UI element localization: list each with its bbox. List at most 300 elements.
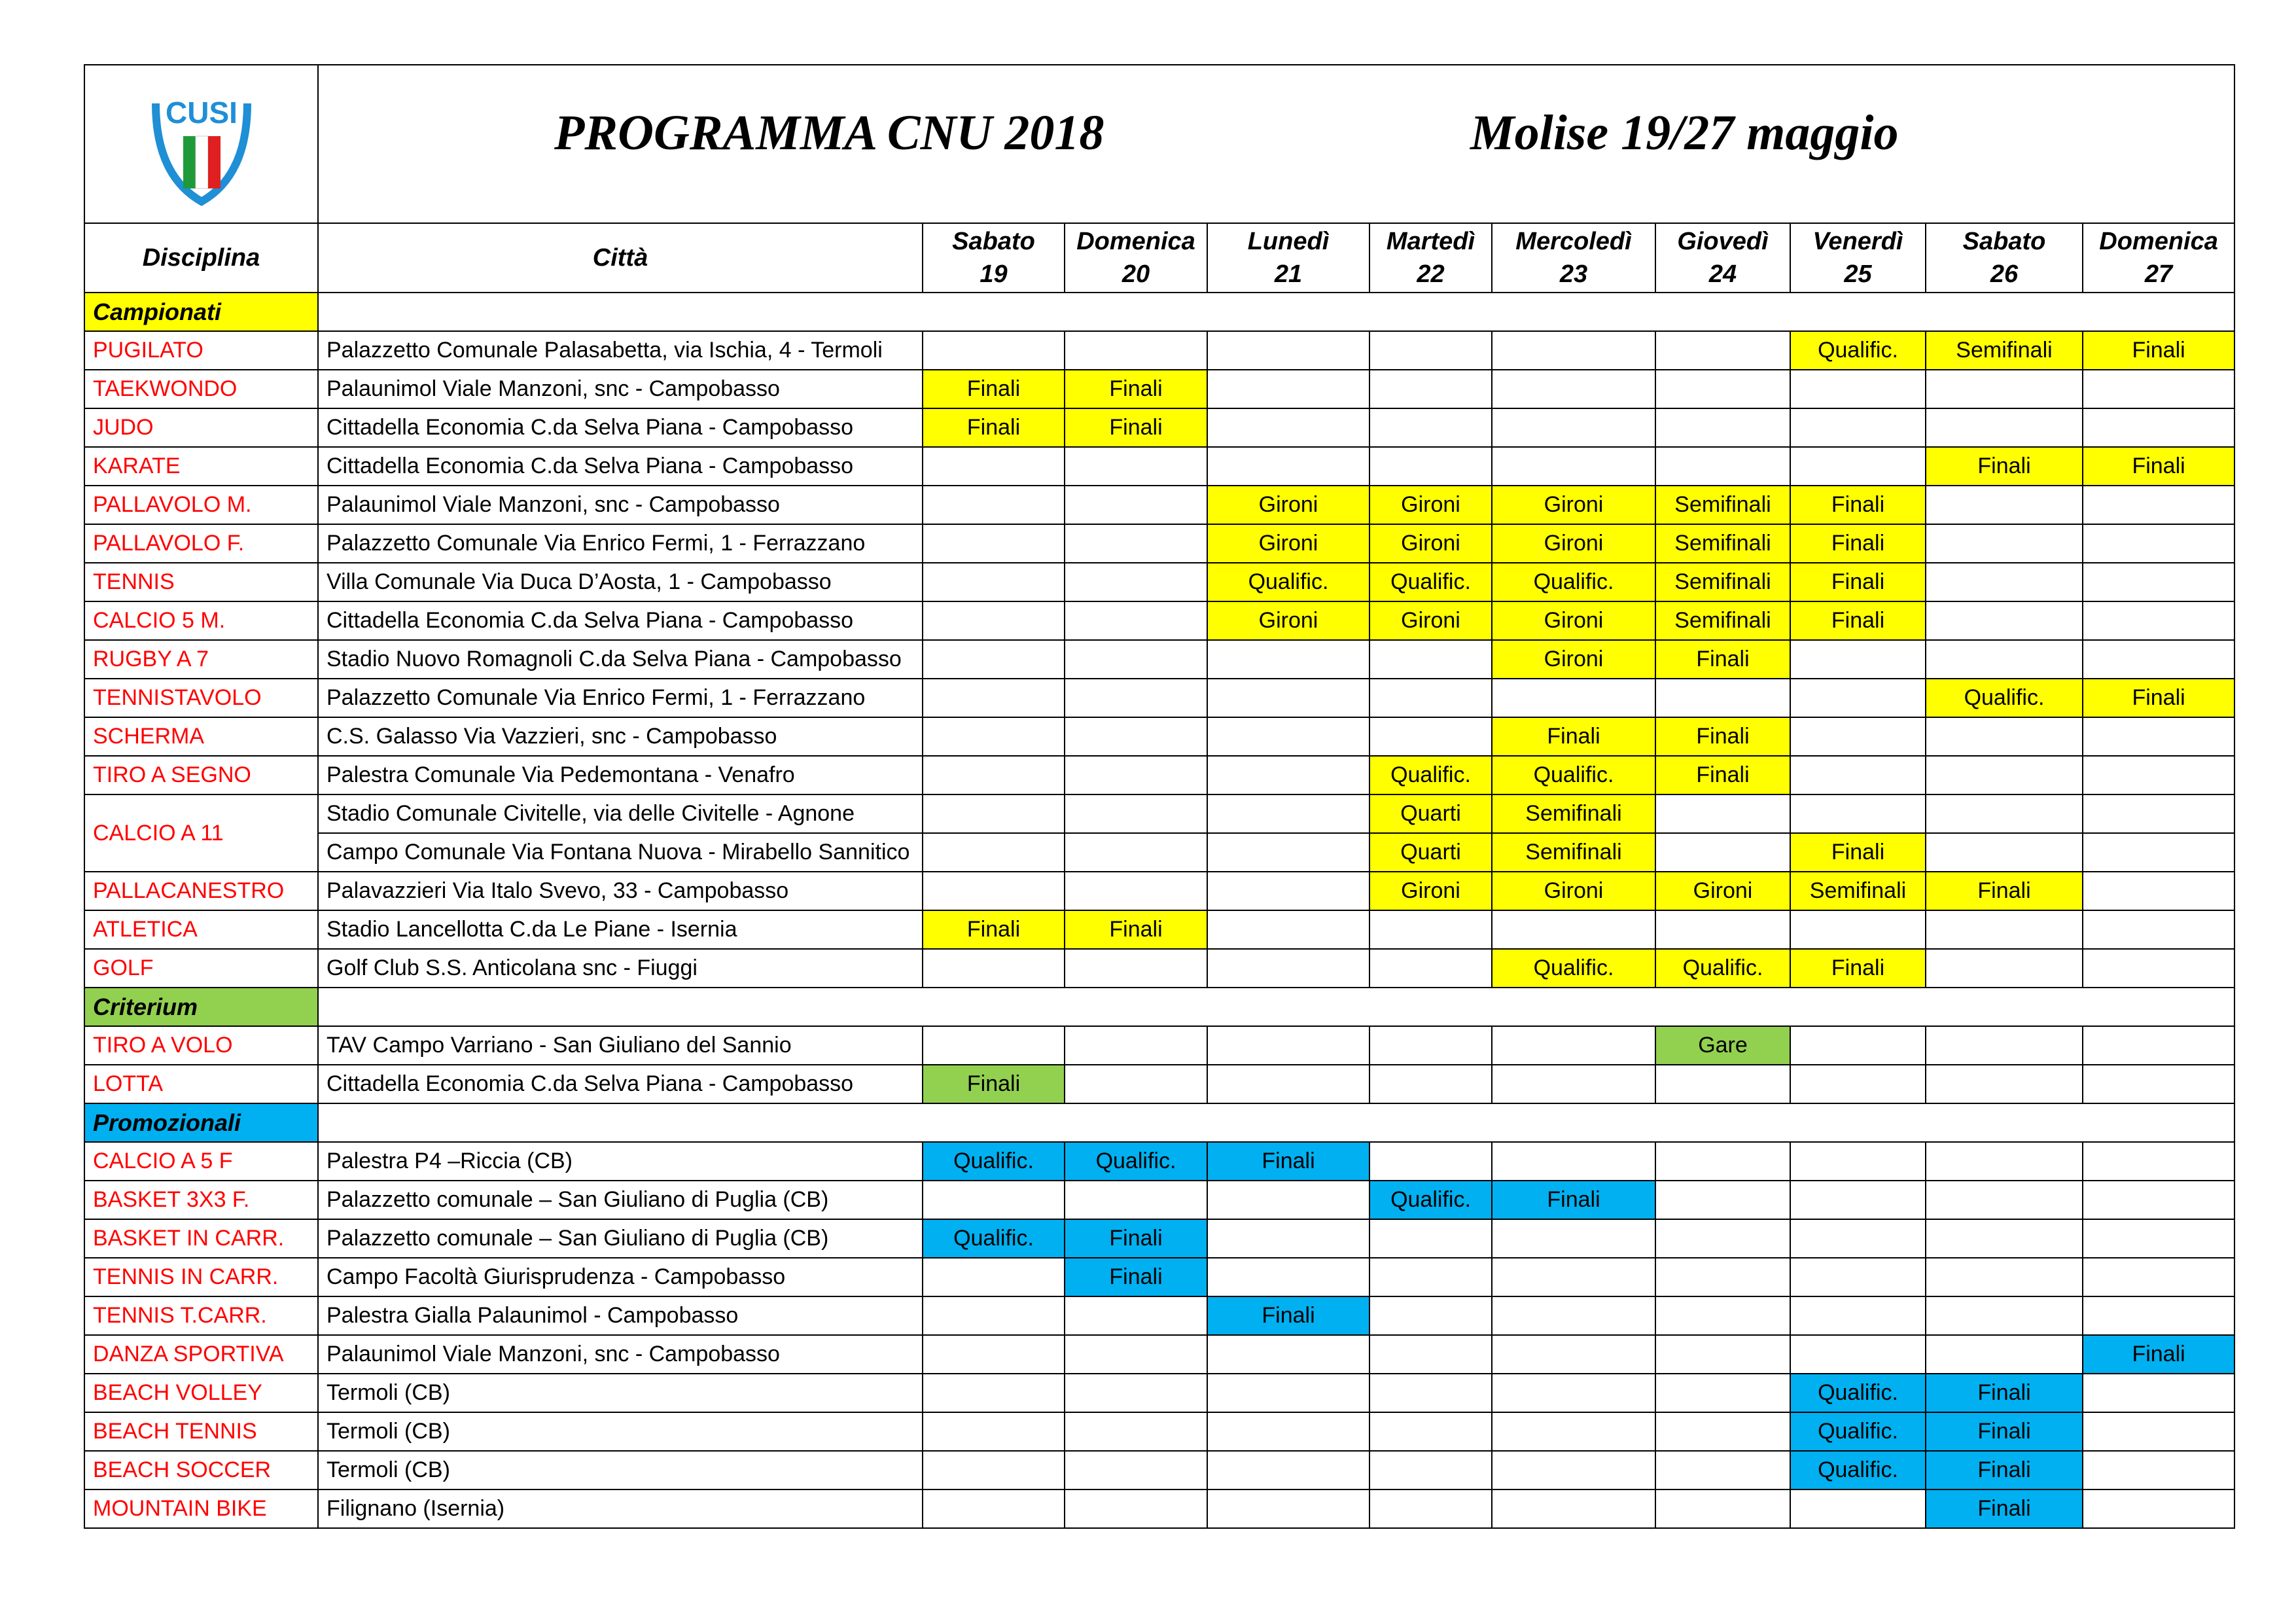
- schedule-cell: [1207, 1451, 1369, 1489]
- table-row: [84, 563, 2234, 601]
- schedule-cell: [1065, 524, 1207, 563]
- schedule-cell: Gironi: [1207, 486, 1369, 524]
- schedule-cell: [1369, 370, 1492, 408]
- schedule-cell: [1926, 910, 2083, 949]
- schedule-cell: [2083, 1258, 2234, 1296]
- schedule-cell: [1926, 1142, 2083, 1181]
- schedule-cell: [2083, 794, 2234, 833]
- schedule-cell: Finali: [2083, 1335, 2234, 1374]
- schedule-cell: [1655, 1374, 1790, 1412]
- schedule-cell: [1369, 1489, 1492, 1528]
- col-header-day-9: Domenica 27: [2083, 223, 2234, 293]
- schedule-cell: [1655, 1181, 1790, 1219]
- schedule-cell: Gironi: [1492, 486, 1655, 524]
- schedule-cell: [1369, 910, 1492, 949]
- header-row: [84, 223, 2234, 293]
- schedule-cell: [1790, 1026, 1926, 1065]
- schedule-cell: [1790, 679, 1926, 717]
- schedule-cell: [1655, 1412, 1790, 1451]
- schedule-cell: [1065, 679, 1207, 717]
- schedule-cell: [1369, 1451, 1492, 1489]
- city-label: Filignano (Isernia): [318, 1489, 923, 1528]
- schedule-cell: Finali: [1926, 1412, 2083, 1451]
- schedule-cell: [1065, 1451, 1207, 1489]
- schedule-cell: [1790, 408, 1926, 447]
- schedule-cell: [1926, 1296, 2083, 1335]
- schedule-cell: [2083, 872, 2234, 910]
- schedule-cell: Gironi: [1369, 486, 1492, 524]
- svg-text:CUSI: CUSI: [165, 95, 238, 130]
- schedule-cell: [2083, 1451, 2234, 1489]
- schedule-cell: [2083, 756, 2234, 794]
- schedule-cell: [1369, 447, 1492, 486]
- schedule-cell: Finali: [1655, 756, 1790, 794]
- schedule-cell: [1207, 1181, 1369, 1219]
- discipline-label: PALLAVOLO M.: [84, 486, 318, 524]
- schedule-cell: [1065, 1412, 1207, 1451]
- schedule-cell: Semifinali: [1655, 601, 1790, 640]
- title-row: [84, 65, 2234, 223]
- schedule-cell: [2083, 949, 2234, 988]
- city-label: Cittadella Economia C.da Selva Piana - Campobasso: [318, 1065, 923, 1103]
- schedule-cell: Finali: [1926, 447, 2083, 486]
- page-title: PROGRAMMA CNU 2018: [554, 105, 1104, 160]
- schedule-cell: [1207, 1374, 1369, 1412]
- schedule-cell: [1790, 1142, 1926, 1181]
- schedule-cell: [1207, 717, 1369, 756]
- discipline-label: TENNISTAVOLO: [84, 679, 318, 717]
- table-row: [84, 1258, 2234, 1296]
- schedule-cell: Finali: [1926, 1374, 2083, 1412]
- schedule-cell: [1926, 794, 2083, 833]
- discipline-label: TENNIS IN CARR.: [84, 1258, 318, 1296]
- schedule-cell: [1207, 1335, 1369, 1374]
- schedule-cell: Semifinali: [1790, 872, 1926, 910]
- schedule-cell: [1926, 1258, 2083, 1296]
- schedule-cell: [1369, 1258, 1492, 1296]
- schedule-cell: Qualific.: [1492, 756, 1655, 794]
- schedule-cell: [2083, 640, 2234, 679]
- discipline-label: TENNIS T.CARR.: [84, 1296, 318, 1335]
- schedule-cell: [923, 1026, 1065, 1065]
- schedule-cell: Finali: [923, 1065, 1065, 1103]
- schedule-cell: [1655, 833, 1790, 872]
- schedule-cell: Gironi: [1369, 601, 1492, 640]
- schedule-cell: [923, 524, 1065, 563]
- schedule-cell: Finali: [2083, 447, 2234, 486]
- schedule-cell: [1207, 794, 1369, 833]
- schedule-cell: [1790, 756, 1926, 794]
- city-label: Termoli (CB): [318, 1412, 923, 1451]
- schedule-cell: [1655, 1142, 1790, 1181]
- schedule-cell: Finali: [923, 408, 1065, 447]
- discipline-label: LOTTA: [84, 1065, 318, 1103]
- schedule-cell: [1369, 408, 1492, 447]
- table-row: [84, 679, 2234, 717]
- table-row: [84, 833, 2234, 872]
- schedule-cell: [1790, 1335, 1926, 1374]
- schedule-cell: [1492, 408, 1655, 447]
- schedule-cell: [1926, 563, 2083, 601]
- schedule-cell: Semifinali: [1926, 331, 2083, 370]
- schedule-cell: Qualific.: [1790, 1412, 1926, 1451]
- schedule-cell: [1655, 679, 1790, 717]
- discipline-label: TENNIS: [84, 563, 318, 601]
- schedule-cell: [1369, 640, 1492, 679]
- schedule-cell: [1790, 794, 1926, 833]
- schedule-cell: Qualific.: [1655, 949, 1790, 988]
- schedule-cell: [1207, 1258, 1369, 1296]
- schedule-cell: Finali: [2083, 331, 2234, 370]
- schedule-cell: [923, 949, 1065, 988]
- discipline-label: MOUNTAIN BIKE: [84, 1489, 318, 1528]
- table-row: [84, 486, 2234, 524]
- table-row: [84, 1181, 2234, 1219]
- schedule-cell: [1655, 1489, 1790, 1528]
- schedule-cell: [923, 1296, 1065, 1335]
- schedule-cell: [1207, 679, 1369, 717]
- city-label: Stadio Lancellotta C.da Le Piane - Isernia: [318, 910, 923, 949]
- discipline-label: TIRO A SEGNO: [84, 756, 318, 794]
- schedule-cell: [1655, 1258, 1790, 1296]
- schedule-cell: [923, 679, 1065, 717]
- schedule-cell: Semifinali: [1655, 524, 1790, 563]
- city-label: Palaunimol Viale Manzoni, snc - Campobasso: [318, 370, 923, 408]
- schedule-cell: [1655, 408, 1790, 447]
- schedule-cell: [2083, 370, 2234, 408]
- schedule-cell: [1790, 1065, 1926, 1103]
- schedule-cell: [1065, 872, 1207, 910]
- schedule-cell: [2083, 486, 2234, 524]
- schedule-cell: [1655, 370, 1790, 408]
- discipline-label: CALCIO A 11: [84, 794, 318, 872]
- schedule-cell: [1369, 717, 1492, 756]
- table-row: [84, 1219, 2234, 1258]
- discipline-label: KARATE: [84, 447, 318, 486]
- discipline-label: TIRO A VOLO: [84, 1026, 318, 1065]
- city-label: Stadio Comunale Civitelle, via delle Civitelle - Agnone: [318, 794, 923, 833]
- schedule-cell: [1207, 331, 1369, 370]
- discipline-label: CALCIO A 5 F: [84, 1142, 318, 1181]
- schedule-cell: [923, 833, 1065, 872]
- schedule-cell: [1065, 331, 1207, 370]
- schedule-cell: [1926, 370, 2083, 408]
- schedule-cell: Gironi: [1369, 872, 1492, 910]
- schedule-cell: [1655, 1451, 1790, 1489]
- schedule-cell: Finali: [1790, 486, 1926, 524]
- schedule-cell: [1655, 447, 1790, 486]
- schedule-cell: [2083, 1219, 2234, 1258]
- schedule-cell: [2083, 1489, 2234, 1528]
- schedule-cell: [1492, 1451, 1655, 1489]
- schedule-cell: [1065, 794, 1207, 833]
- schedule-cell: [2083, 833, 2234, 872]
- schedule-cell: [2083, 1412, 2234, 1451]
- schedule-cell: [1926, 1335, 2083, 1374]
- schedule-cell: [1207, 640, 1369, 679]
- schedule-cell: [1065, 447, 1207, 486]
- schedule-cell: [1790, 447, 1926, 486]
- schedule-cell: [1065, 486, 1207, 524]
- schedule-cell: [1492, 1219, 1655, 1258]
- schedule-cell: Qualific.: [1065, 1142, 1207, 1181]
- schedule-cell: Finali: [1926, 872, 2083, 910]
- schedule-cell: [1369, 1142, 1492, 1181]
- schedule-cell: Qualific.: [1207, 563, 1369, 601]
- table-row: [84, 601, 2234, 640]
- schedule-cell: [923, 794, 1065, 833]
- schedule-cell: [1926, 1026, 2083, 1065]
- schedule-cell: [1790, 717, 1926, 756]
- schedule-cell: Gironi: [1655, 872, 1790, 910]
- schedule-cell: [1207, 872, 1369, 910]
- schedule-cell: Semifinali: [1655, 486, 1790, 524]
- schedule-cell: [1790, 1296, 1926, 1335]
- schedule-cell: Finali: [1790, 601, 1926, 640]
- schedule-cell: [1926, 949, 2083, 988]
- table-row: [84, 1451, 2234, 1489]
- schedule-cell: Finali: [1790, 833, 1926, 872]
- schedule-cell: Quarti: [1369, 794, 1492, 833]
- schedule-cell: Qualific.: [1369, 1181, 1492, 1219]
- schedule-cell: [1207, 1412, 1369, 1451]
- schedule-cell: [1790, 370, 1926, 408]
- schedule-cell: [1492, 1412, 1655, 1451]
- schedule-cell: [1790, 1219, 1926, 1258]
- schedule-cell: [1065, 1296, 1207, 1335]
- schedule-cell: [923, 331, 1065, 370]
- schedule-cell: [1369, 949, 1492, 988]
- schedule-cell: [1492, 1065, 1655, 1103]
- city-label: Palaunimol Viale Manzoni, snc - Campobasso: [318, 1335, 923, 1374]
- schedule-cell: [1655, 910, 1790, 949]
- schedule-cell: [923, 717, 1065, 756]
- schedule-cell: [923, 640, 1065, 679]
- table-row: [84, 1374, 2234, 1412]
- schedule-cell: [1369, 1219, 1492, 1258]
- schedule-cell: [2083, 1026, 2234, 1065]
- table-row: [84, 1026, 2234, 1065]
- schedule-cell: Semifinali: [1492, 794, 1655, 833]
- schedule-cell: Finali: [1790, 563, 1926, 601]
- schedule-cell: [1492, 1026, 1655, 1065]
- schedule-cell: [923, 486, 1065, 524]
- schedule-cell: Qualific.: [1790, 331, 1926, 370]
- schedule-cell: [923, 1181, 1065, 1219]
- city-label: Golf Club S.S. Anticolana snc - Fiuggi: [318, 949, 923, 988]
- city-label: Palazzetto Comunale Via Enrico Fermi, 1 - Ferrazzano: [318, 524, 923, 563]
- schedule-cell: [1655, 1335, 1790, 1374]
- schedule-cell: [1926, 640, 2083, 679]
- discipline-label: BASKET IN CARR.: [84, 1219, 318, 1258]
- schedule-cell: [1492, 370, 1655, 408]
- city-label: Palavazzieri Via Italo Svevo, 33 - Campobasso: [318, 872, 923, 910]
- schedule-cell: [1790, 1258, 1926, 1296]
- schedule-cell: Gironi: [1492, 640, 1655, 679]
- schedule-cell: [1369, 1026, 1492, 1065]
- discipline-label: BEACH SOCCER: [84, 1451, 318, 1489]
- schedule-cell: [1926, 408, 2083, 447]
- schedule-cell: Finali: [1065, 1258, 1207, 1296]
- schedule-cell: [1492, 910, 1655, 949]
- schedule-cell: [2083, 1296, 2234, 1335]
- city-label: Stadio Nuovo Romagnoli C.da Selva Piana - Campobasso: [318, 640, 923, 679]
- schedule-cell: [2083, 717, 2234, 756]
- schedule-cell: [2083, 563, 2234, 601]
- schedule-cell: Gironi: [1492, 872, 1655, 910]
- table-row: [84, 1065, 2234, 1103]
- table-row: [84, 1412, 2234, 1451]
- schedule-cell: [1207, 1026, 1369, 1065]
- schedule-cell: [1369, 679, 1492, 717]
- discipline-label: ATLETICA: [84, 910, 318, 949]
- schedule-cell: Finali: [923, 910, 1065, 949]
- schedule-cell: [1926, 1065, 2083, 1103]
- city-label: Campo Facoltà Giurisprudenza - Campobasso: [318, 1258, 923, 1296]
- table-row: [84, 717, 2234, 756]
- schedule-cell: Gironi: [1369, 524, 1492, 563]
- schedule-cell: Qualific.: [1790, 1451, 1926, 1489]
- schedule-cell: [923, 447, 1065, 486]
- schedule-cell: Qualific.: [1926, 679, 2083, 717]
- col-header-day-4: Martedì 22: [1369, 223, 1492, 293]
- schedule-cell: [1926, 601, 2083, 640]
- discipline-label: DANZA SPORTIVA: [84, 1335, 318, 1374]
- schedule-cell: [923, 756, 1065, 794]
- schedule-cell: [1065, 949, 1207, 988]
- schedule-cell: Finali: [1065, 1219, 1207, 1258]
- city-label: Campo Comunale Via Fontana Nuova - Mirabello Sannitico: [318, 833, 923, 872]
- schedule-cell: Finali: [1790, 949, 1926, 988]
- schedule-cell: [923, 1335, 1065, 1374]
- discipline-label: SCHERMA: [84, 717, 318, 756]
- schedule-cell: Gironi: [1492, 601, 1655, 640]
- schedule-cell: [923, 601, 1065, 640]
- table-row: [84, 872, 2234, 910]
- schedule-cell: [1065, 1489, 1207, 1528]
- schedule-cell: [1207, 1489, 1369, 1528]
- schedule-cell: Qualific.: [1790, 1374, 1926, 1412]
- schedule-cell: [923, 1412, 1065, 1451]
- city-label: Cittadella Economia C.da Selva Piana - Campobasso: [318, 601, 923, 640]
- schedule-cell: Gironi: [1207, 601, 1369, 640]
- schedule-cell: [1065, 756, 1207, 794]
- schedule-cell: Finali: [923, 370, 1065, 408]
- schedule-cell: [1926, 486, 2083, 524]
- discipline-label: RUGBY A 7: [84, 640, 318, 679]
- schedule-cell: [1655, 794, 1790, 833]
- section-label-campionati: Campionati: [84, 293, 318, 331]
- col-header-discipline: Disciplina: [84, 223, 318, 293]
- table-row: [84, 1335, 2234, 1374]
- page-subtitle: Molise 19/27 maggio: [1470, 105, 1899, 160]
- col-header-day-8: Sabato 26: [1926, 223, 2083, 293]
- schedule-cell: [1926, 717, 2083, 756]
- col-header-day-5: Mercoledì 23: [1492, 223, 1655, 293]
- schedule-cell: Finali: [1207, 1142, 1369, 1181]
- schedule-cell: Qualific.: [1369, 563, 1492, 601]
- schedule-cell: [1369, 331, 1492, 370]
- city-label: Termoli (CB): [318, 1374, 923, 1412]
- schedule-cell: [1065, 601, 1207, 640]
- city-label: Villa Comunale Via Duca D’Aosta, 1 - Campobasso: [318, 563, 923, 601]
- schedule-cell: [1655, 1065, 1790, 1103]
- discipline-label: PALLACANESTRO: [84, 872, 318, 910]
- schedule-cell: [1369, 1374, 1492, 1412]
- city-label: Palazzetto comunale – San Giuliano di Puglia (CB): [318, 1219, 923, 1258]
- schedule-cell: [1207, 408, 1369, 447]
- schedule-cell: [2083, 1065, 2234, 1103]
- schedule-cell: [1207, 756, 1369, 794]
- schedule-cell: [1492, 331, 1655, 370]
- schedule-cell: [923, 563, 1065, 601]
- city-label: Palaunimol Viale Manzoni, snc - Campobasso: [318, 486, 923, 524]
- schedule-cell: [1065, 1374, 1207, 1412]
- schedule-cell: [923, 872, 1065, 910]
- schedule-cell: Qualific.: [1369, 756, 1492, 794]
- schedule-cell: Finali: [1655, 640, 1790, 679]
- schedule-cell: Finali: [2083, 679, 2234, 717]
- discipline-label: CALCIO 5 M.: [84, 601, 318, 640]
- section-label-promozionali: Promozionali: [84, 1103, 318, 1142]
- schedule-cell: [1790, 910, 1926, 949]
- schedule-cell: Finali: [1207, 1296, 1369, 1335]
- city-label: Termoli (CB): [318, 1451, 923, 1489]
- schedule-cell: [1926, 1219, 2083, 1258]
- table-row: [84, 1489, 2234, 1528]
- schedule-cell: [1492, 1296, 1655, 1335]
- schedule-cell: [1207, 910, 1369, 949]
- city-label: TAV Campo Varriano - San Giuliano del Sannio: [318, 1026, 923, 1065]
- schedule-cell: [1369, 1412, 1492, 1451]
- table-row: [84, 1296, 2234, 1335]
- schedule-cell: [1207, 370, 1369, 408]
- cusi-logo: [84, 65, 318, 223]
- city-label: Palazzetto Comunale Via Enrico Fermi, 1 - Ferrazzano: [318, 679, 923, 717]
- table-row: [84, 756, 2234, 794]
- schedule-cell: Gironi: [1207, 524, 1369, 563]
- section-row-promozionali: [84, 1103, 2234, 1142]
- schedule-cell: [1065, 1026, 1207, 1065]
- schedule-cell: [1065, 563, 1207, 601]
- table-row: [84, 447, 2234, 486]
- city-label: Palestra P4 –Riccia (CB): [318, 1142, 923, 1181]
- schedule-cell: [1492, 1258, 1655, 1296]
- schedule-cell: [923, 1489, 1065, 1528]
- city-label: Palazzetto Comunale Palasabetta, via Ischia, 4 - Termoli: [318, 331, 923, 370]
- schedule-cell: [1369, 1296, 1492, 1335]
- schedule-cell: Semifinali: [1492, 833, 1655, 872]
- schedule-cell: [1207, 1065, 1369, 1103]
- schedule-cell: Finali: [1926, 1489, 2083, 1528]
- col-header-day-2: Domenica 20: [1065, 223, 1207, 293]
- discipline-label: PUGILATO: [84, 331, 318, 370]
- schedule-cell: Gare: [1655, 1026, 1790, 1065]
- schedule-cell: [1369, 1065, 1492, 1103]
- schedule-cell: [1492, 1489, 1655, 1528]
- schedule-cell: [1926, 756, 2083, 794]
- schedule-cell: [1926, 833, 2083, 872]
- section-row-criterium: [84, 988, 2234, 1026]
- schedule-cell: [1065, 717, 1207, 756]
- col-header-day-3: Lunedì 21: [1207, 223, 1369, 293]
- schedule-cell: [2083, 1181, 2234, 1219]
- col-header-city: Città: [318, 223, 923, 293]
- schedule-cell: [1492, 1374, 1655, 1412]
- section-row-campionati: [84, 293, 2234, 331]
- schedule-cell: [2083, 1374, 2234, 1412]
- schedule-cell: Finali: [1065, 370, 1207, 408]
